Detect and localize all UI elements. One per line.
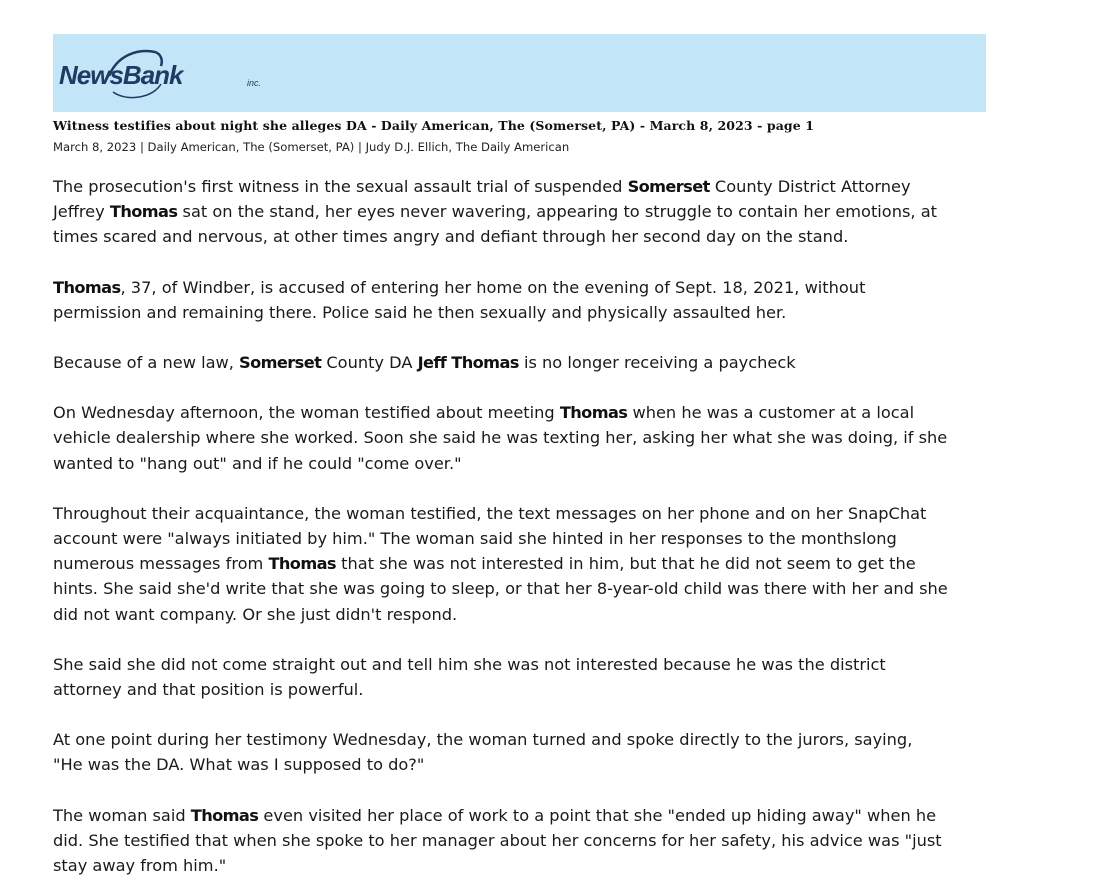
- article-body: [53, 174, 993, 891]
- text-run: Jeffrey: [53, 202, 110, 222]
- article-paragraph: [53, 727, 993, 777]
- paragraph-line: [53, 501, 993, 526]
- paragraph-line: [53, 174, 993, 199]
- text-run: "He was the DA. What was I supposed to do?": [53, 755, 425, 775]
- text-run: even visited her place of work to a point that she "ended up hiding away" when he: [258, 805, 937, 825]
- paragraph-line: [53, 224, 993, 249]
- article-paragraph: [53, 350, 993, 375]
- text-run: times scared and nervous, at other times angry and defiant through her second day on the stand.: [53, 227, 849, 247]
- text-run: hints. She said she'd write that she was going to sleep, or that her 8-year-old child was there with her and she: [53, 579, 948, 599]
- newsbank-banner: [53, 34, 986, 112]
- text-run: On Wednesday afternoon, the woman testified about meeting: [53, 403, 560, 423]
- paragraph-line: [53, 576, 993, 601]
- highlighted-term: Thomas: [190, 805, 259, 825]
- paragraph-line: [53, 803, 993, 828]
- article-paragraph: [53, 501, 993, 627]
- text-run: account were "always initiated by him." The woman said she hinted in her responses to the monthslong: [53, 529, 897, 549]
- highlighted-term: Thomas: [268, 554, 336, 574]
- text-run: Throughout their acquaintance, the woman testified, the text messages on her phone and on her SnapChat: [53, 503, 927, 523]
- paragraph-line: [53, 300, 993, 325]
- text-run: that she was not interested in him, but that he did not seem to get the: [335, 554, 916, 574]
- article-meta: March 8, 2023 | Daily American, The (Somerset, PA) | Judy D.J. Ellich, The Daily American: [53, 140, 570, 154]
- text-run: when he was a customer at a local: [627, 403, 915, 423]
- text-run: County DA: [321, 353, 418, 373]
- text-run: did. She testified that when she spoke to her manager about her concerns for her safety, his advice was "just: [53, 830, 942, 850]
- highlighted-term: Thomas: [559, 403, 628, 423]
- paragraph-line: [53, 451, 993, 476]
- highlighted-term: Somerset: [627, 177, 710, 196]
- paragraph-line: [53, 602, 993, 627]
- article-paragraph: [53, 174, 993, 250]
- text-run: , 37, of Windber, is accused of entering her home on the evening of Sept. 18, 2021, without: [120, 277, 866, 297]
- article-paragraph: [53, 275, 993, 325]
- paragraph-line: [53, 551, 993, 576]
- paragraph-line: [53, 828, 993, 853]
- highlighted-term: Thomas: [53, 277, 121, 297]
- paragraph-line: [53, 199, 993, 224]
- article-paragraph: [53, 803, 993, 879]
- highlighted-term: Somerset: [239, 353, 322, 373]
- text-run: wanted to "hang out" and if he could "come over.": [53, 453, 462, 473]
- text-run: did not want company. Or she just didn't respond.: [53, 604, 458, 624]
- paragraph-line: [53, 350, 993, 375]
- text-run: is no longer receiving a paycheck: [518, 353, 796, 373]
- paragraph-line: [53, 853, 993, 878]
- paragraph-line: [53, 400, 993, 425]
- paragraph-line: [53, 526, 993, 551]
- text-run: permission and remaining there. Police said he then sexually and physically assaulted her.: [53, 302, 787, 322]
- highlighted-term: Jeff Thomas: [417, 353, 519, 373]
- logo-text: NewsBank: [59, 60, 183, 90]
- article-paragraph: [53, 400, 993, 476]
- text-run: At one point during her testimony Wednesday, the woman turned and spoke directly to the jurors, saying,: [53, 730, 913, 750]
- text-run: The woman said: [53, 805, 191, 825]
- text-run: attorney and that position is powerful.: [53, 680, 364, 700]
- paragraph-line: [53, 752, 993, 777]
- newsbank-logo[interactable]: [57, 44, 287, 100]
- text-run: County District Attorney: [709, 177, 911, 196]
- paragraph-line: [53, 275, 993, 300]
- article-headline: Witness testifies about night she alleges DA - Daily American, The (Somerset, PA) - March 8, 2023 - page 1: [53, 118, 815, 133]
- text-run: Because of a new law,: [53, 353, 240, 373]
- text-run: She said she did not come straight out and tell him she was not interested because he was the district: [53, 654, 886, 674]
- text-run: The prosecution's first witness in the sexual assault trial of suspended: [53, 177, 628, 196]
- article-paragraph: [53, 652, 993, 702]
- text-run: stay away from him.": [53, 856, 227, 876]
- paragraph-line: [53, 652, 993, 677]
- logo-suffix: inc.: [247, 78, 262, 88]
- paragraph-line: [53, 727, 993, 752]
- paragraph-line: [53, 677, 993, 702]
- text-run: numerous messages from: [53, 554, 269, 574]
- paragraph-line: [53, 425, 993, 450]
- text-run: vehicle dealership where she worked. Soon she said he was texting her, asking her what she was doing, if she: [53, 428, 948, 448]
- highlighted-term: Thomas: [109, 202, 178, 222]
- text-run: sat on the stand, her eyes never wavering, appearing to struggle to contain her emotions, at: [177, 202, 937, 222]
